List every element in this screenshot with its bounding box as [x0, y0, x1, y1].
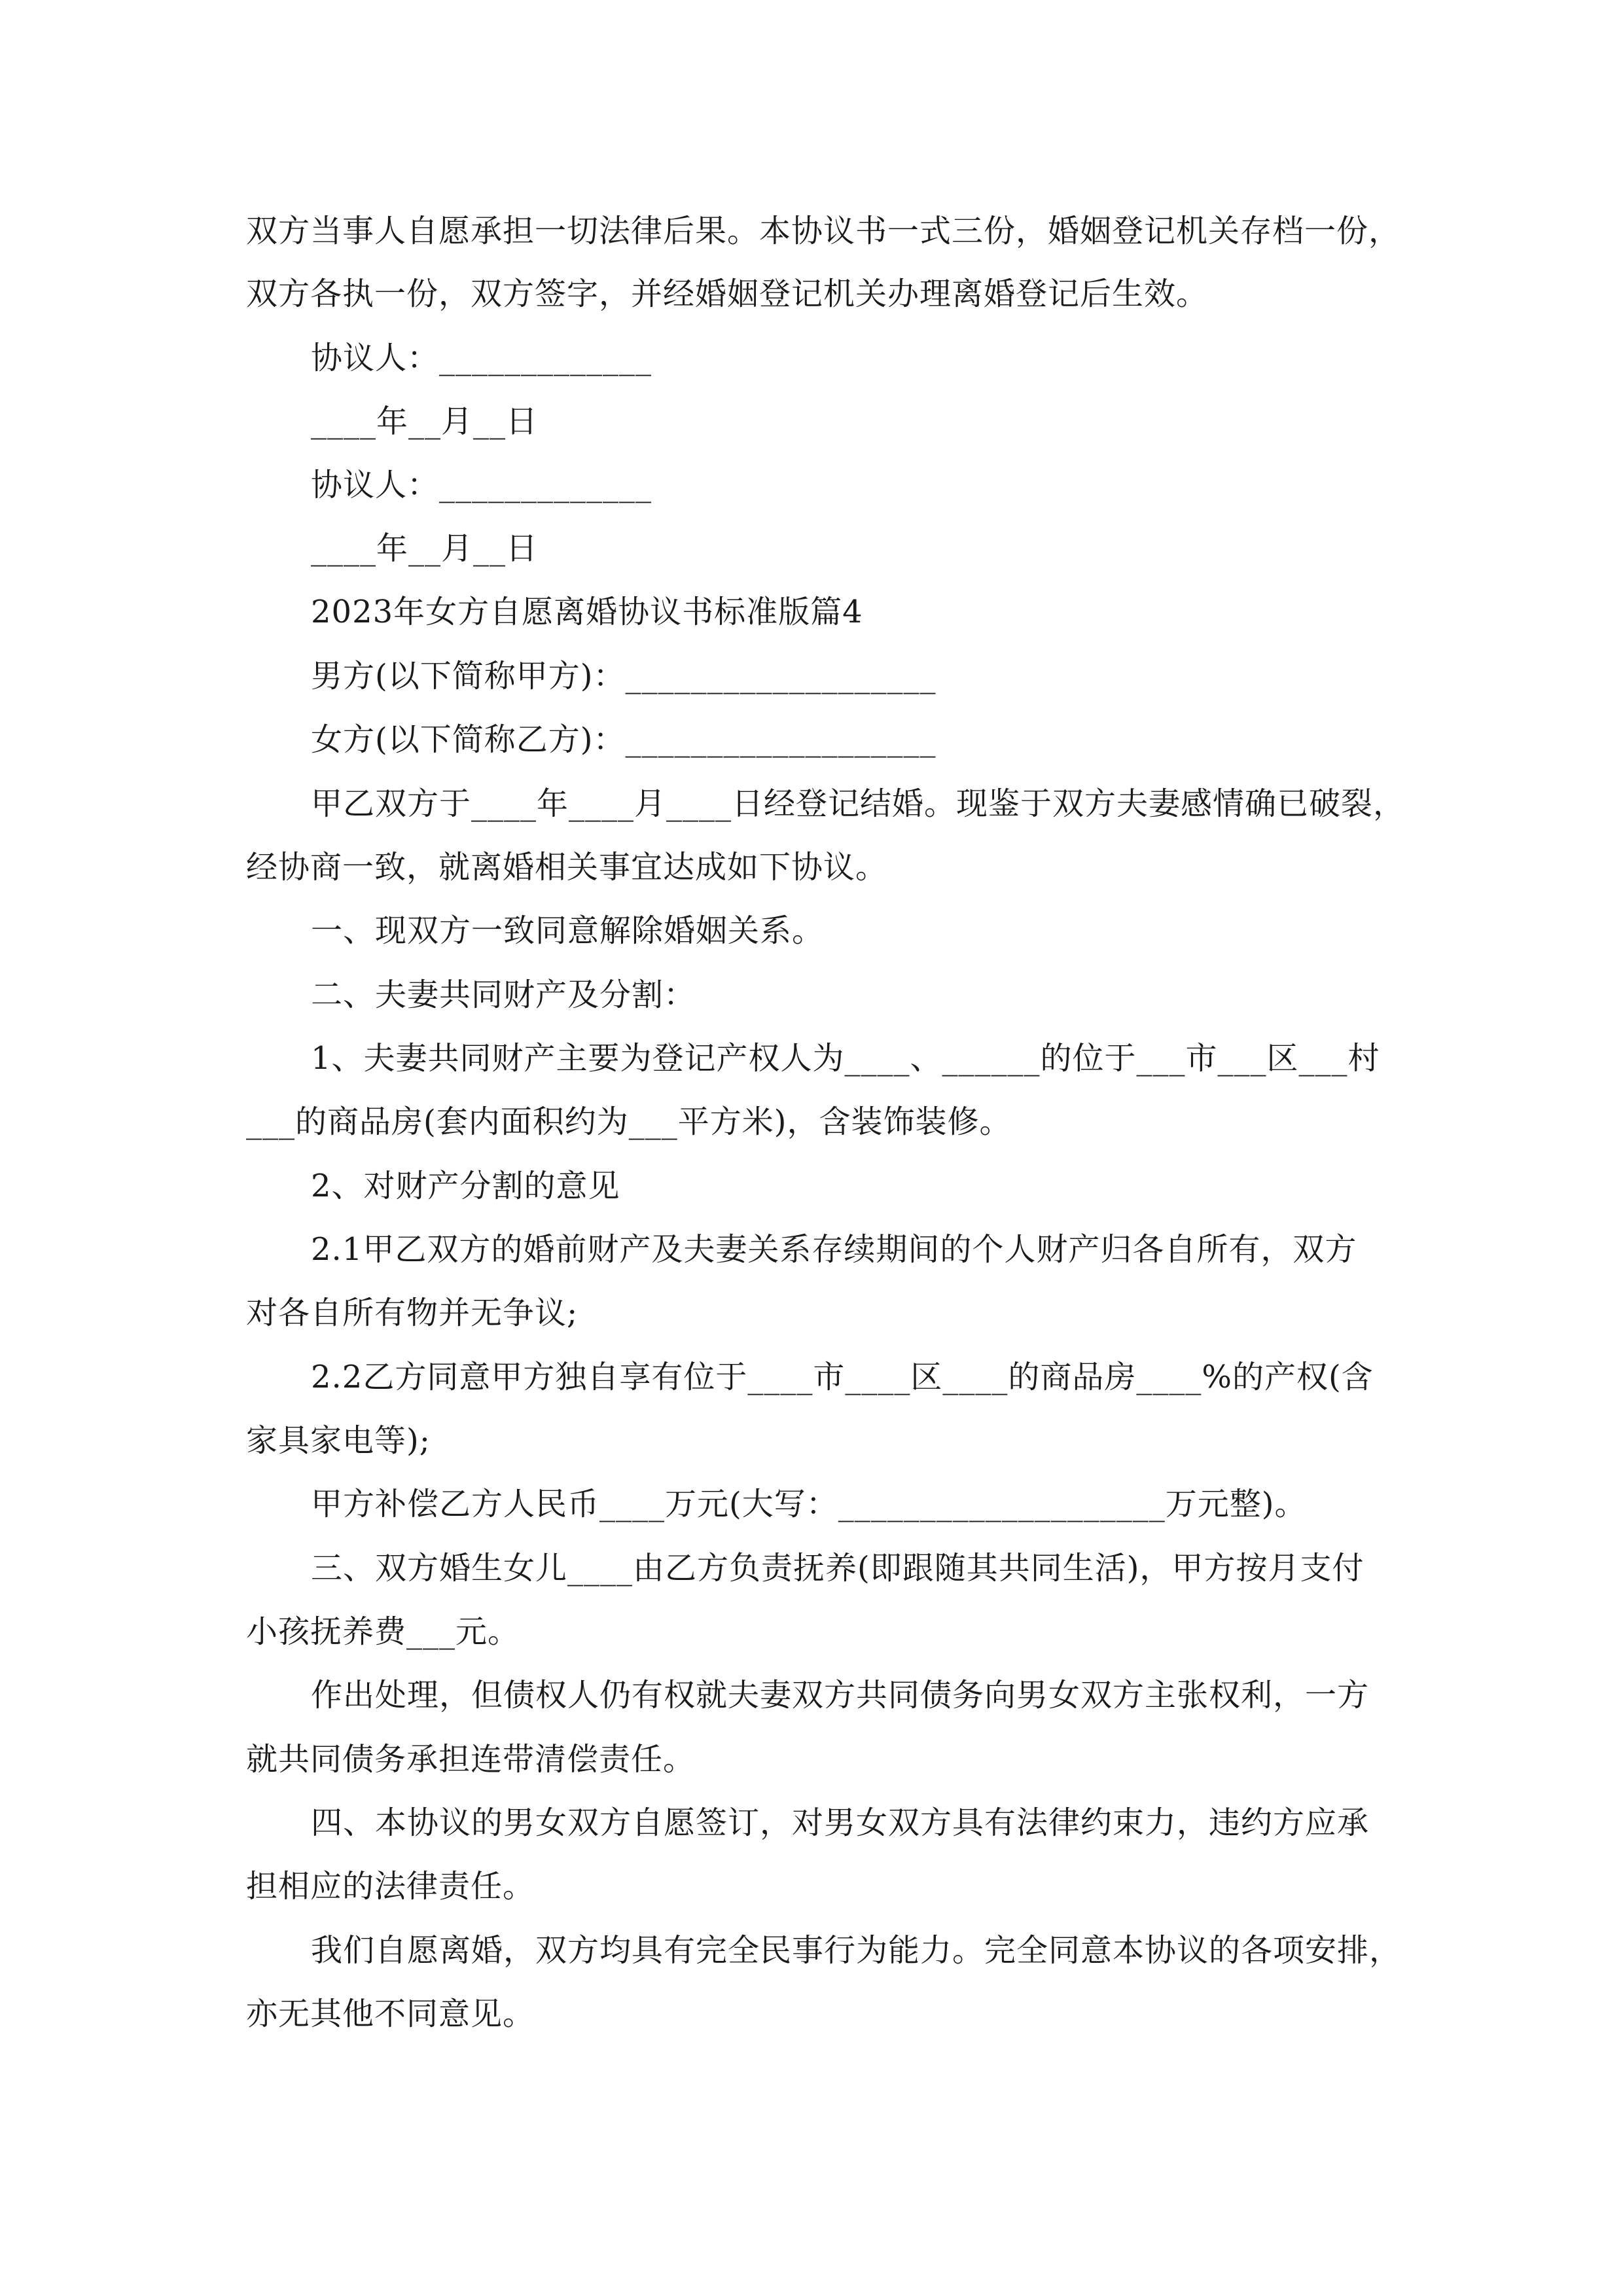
party-female-line: 女方(以下简称乙方)：___________________ — [311, 721, 936, 758]
text-line-19: 2.2乙方同意甲方独自享有位于____市____区____的商品房____%的产权(含 — [311, 1359, 1374, 1395]
text-line-29: 亦无其他不同意见。 — [246, 1996, 535, 2032]
text-line-23: 小孩抚养费___元。 — [246, 1613, 520, 1650]
text-line-27: 担相应的法律责任。 — [246, 1868, 535, 1905]
text-line-11: 经协商一致，就离婚相关事宜达成如下协议。 — [246, 849, 888, 886]
text-line-15: ___的商品房(套内面积约为___平方米)，含装饰装修。 — [246, 1103, 1012, 1140]
clause-3: 三、双方婚生女儿____由乙方负责抚养(即跟随其共同生活)，甲方按月支付 — [311, 1550, 1364, 1587]
text-line-21: 甲方补偿乙方人民币____万元(大写：____________________万元整)。 — [311, 1486, 1307, 1522]
text-line-18: 对各自所有物并无争议; — [246, 1295, 579, 1331]
signature-line-1: 协议人：_____________ — [311, 340, 652, 376]
date-line-2: ____年__月__日 — [311, 530, 539, 567]
text-line-28: 我们自愿离婚，双方均具有完全民事行为能力。完全同意本协议的各项安排， — [311, 1932, 1402, 1969]
party-male-line: 男方(以下简称甲方)：___________________ — [311, 658, 936, 694]
date-line-1: ____年__月__日 — [311, 403, 539, 440]
text-line-16: 2、对财产分割的意见 — [311, 1168, 620, 1204]
text-line-14: 1、夫妻共同财产主要为登记产权人为____、______的位于___市___区___村 — [311, 1040, 1380, 1077]
text-line-1: 双方当事人自愿承担一切法律后果。本协议书一式三份，婚姻登记机关存档一份， — [246, 213, 1401, 249]
text-line-24: 作出处理，但债权人仍有权就夫妻双方共同债务向男女双方主张权利，一方 — [311, 1677, 1370, 1713]
clause-4: 四、本协议的男女双方自愿签订，对男女双方具有法律约束力，违约方应承 — [311, 1804, 1370, 1841]
clause-1: 一、现双方一致同意解除婚姻关系。 — [311, 912, 825, 949]
section-title: 2023年女方自愿离婚协议书标准版篇4 — [311, 594, 863, 630]
text-line-2: 双方各执一份，双方签字，并经婚姻登记机关办理离婚登记后生效。 — [246, 276, 1209, 312]
text-line-10: 甲乙双方于____年____月____日经登记结婚。现鉴于双方夫妻感情确已破裂， — [311, 785, 1406, 822]
text-line-20: 家具家电等); — [246, 1422, 431, 1459]
text-line-17: 2.1甲乙双方的婚前财产及夫妻关系存续期间的个人财产归各自所有，双方 — [311, 1231, 1357, 1268]
signature-line-2: 协议人：_____________ — [311, 467, 652, 503]
clause-2-heading: 二、夫妻共同财产及分割： — [311, 977, 696, 1013]
text-line-25: 就共同债务承担连带清偿责任。 — [246, 1741, 696, 1778]
